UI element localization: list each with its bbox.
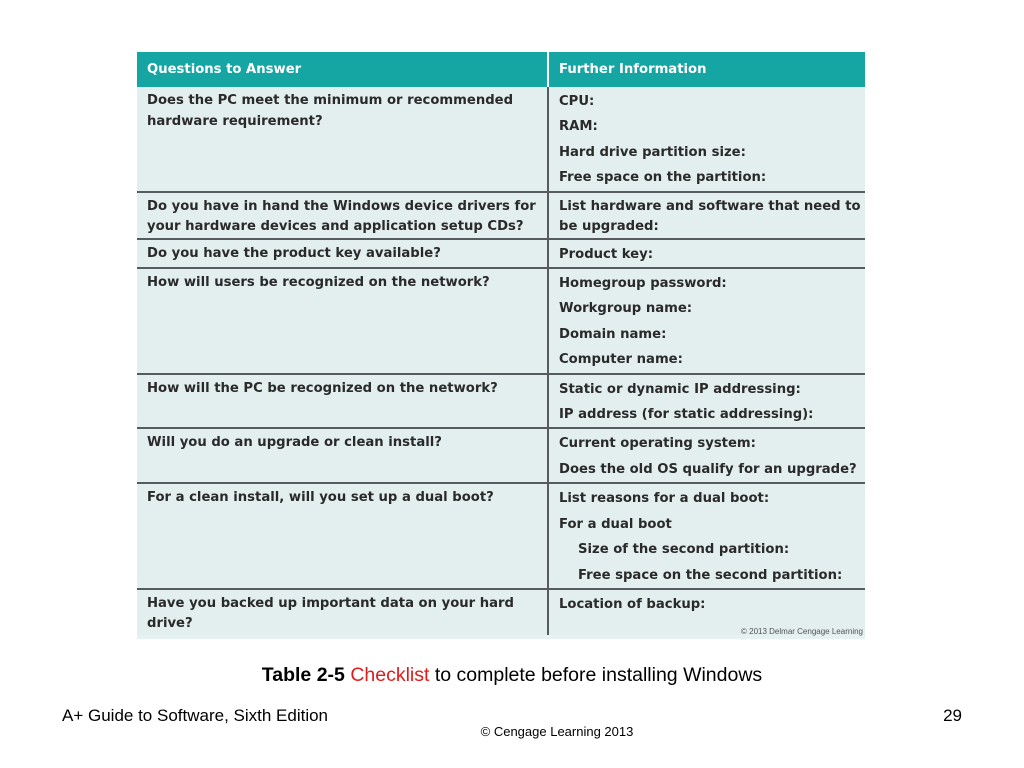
- further-information-cell: [548, 428, 865, 483]
- info-line: List reasons for a dual boot:: [559, 491, 770, 507]
- info-line: Free space on the second partition:: [578, 567, 843, 583]
- table-row: [137, 87, 865, 192]
- info-line: CPU:: [559, 94, 595, 109]
- table-row: [137, 239, 865, 268]
- question-cell: Do you have the product key available?: [137, 239, 548, 268]
- question-cell: Have you backed up important data on your hard drive?: [137, 589, 548, 635]
- info-line: Does the old OS qualify for an upgrade?: [559, 461, 857, 477]
- footer-copyright: © Cengage Learning 2013: [480, 724, 634, 739]
- question-cell: Do you have in hand the Windows device drivers for your hardware devices and application setup CDs?: [137, 192, 548, 239]
- table-credit: © 2013 Delmar Cengage Learning: [741, 627, 863, 636]
- footer-page-number: 29: [943, 706, 962, 725]
- column-header-questions: Questions to Answer: [137, 52, 548, 87]
- info-line: For a dual boot: [559, 516, 672, 532]
- info-line: Location of backup:: [559, 596, 706, 612]
- info-line: Current operating system:: [559, 436, 756, 452]
- further-information-cell: [548, 192, 865, 239]
- info-line: IP address (for static addressing):: [559, 407, 814, 423]
- question-cell: For a clean install, will you set up a dual boot?: [137, 483, 548, 589]
- question-cell: Does the PC meet the minimum or recommended hardware requirement?: [137, 87, 548, 192]
- column-header-further-information: Further Information: [548, 52, 865, 87]
- caption-keyword: Checklist: [350, 664, 430, 686]
- info-line: RAM:: [559, 119, 598, 135]
- info-line: Size of the second partition:: [578, 542, 790, 558]
- table-row: [137, 268, 865, 374]
- further-information-cell: [548, 239, 865, 268]
- info-line: List hardware and software that need to be upgraded:: [559, 198, 861, 235]
- table-row: [137, 374, 865, 429]
- table-row: [137, 483, 865, 589]
- table-row: [137, 192, 865, 239]
- further-information-cell: [548, 483, 865, 589]
- info-line: Homegroup password:: [559, 276, 727, 292]
- further-information-cell: [548, 87, 865, 192]
- footer-book-title: A+ Guide to Software, Sixth Edition: [62, 706, 329, 725]
- info-line: Domain name:: [559, 326, 667, 342]
- question-cell: How will users be recognized on the network?: [137, 268, 548, 374]
- checklist-table-figure: [137, 52, 865, 639]
- question-cell: Will you do an upgrade or clean install?: [137, 428, 548, 483]
- further-information-cell: [548, 374, 865, 429]
- table-header-row: [137, 52, 865, 87]
- table-row: [137, 428, 865, 483]
- caption-text: to complete before installing Windows: [434, 664, 763, 686]
- info-line: Computer name:: [559, 352, 683, 368]
- info-line: Hard drive partition size:: [559, 144, 746, 160]
- checklist-table: [137, 52, 865, 635]
- info-line: Static or dynamic IP addressing:: [559, 381, 801, 397]
- info-line: Product key:: [559, 246, 653, 262]
- info-line: Workgroup name:: [559, 301, 693, 317]
- info-line: Free space on the partition:: [559, 170, 767, 186]
- caption-table-number: Table 2-5: [261, 664, 345, 686]
- table-caption: [0, 664, 1024, 687]
- question-cell: How will the PC be recognized on the network?: [137, 374, 548, 429]
- further-information-cell: [548, 268, 865, 374]
